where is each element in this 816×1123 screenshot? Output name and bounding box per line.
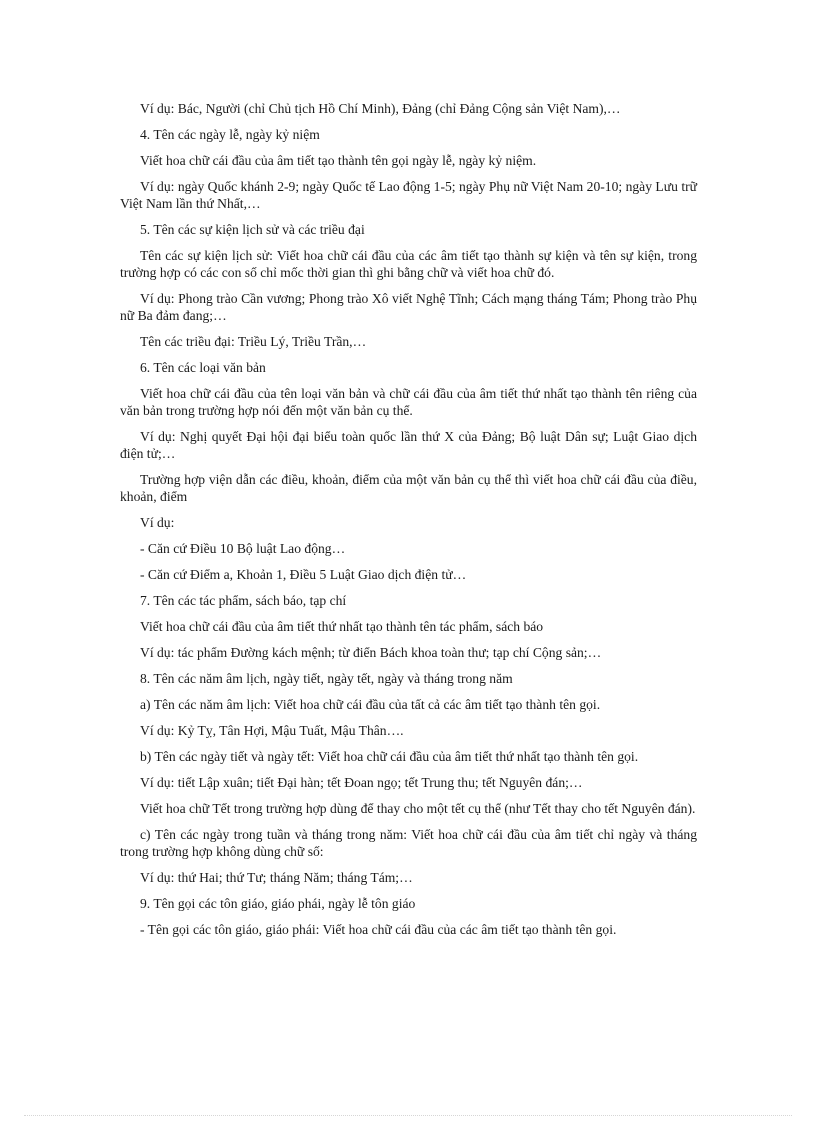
example-paragraph: Ví dụ: tiết Lập xuân; tiết Đại hàn; tết Đoan ngọ; tết Trung thu; tết Nguyên đán;… [140,775,583,790]
document-body [120,100,697,938]
example-label: Ví dụ: [140,515,175,530]
body-paragraph: Trường hợp viện dẫn các điều, khoản, điểm của một văn bản cụ thể thì viết hoa chữ cái đầu của điều, khoản, điểm [120,472,697,504]
section-heading-7: 7. Tên các tác phẩm, sách báo, tạp chí [140,593,347,608]
body-paragraph: Viết hoa chữ Tết trong trường hợp dùng để thay cho một tết cụ thể (như Tết thay cho tết Nguyên đán). [140,801,696,816]
example-paragraph: Ví dụ: thứ Hai; thứ Tư; tháng Năm; tháng Tám;… [140,870,413,885]
body-paragraph: Viết hoa chữ cái đầu của âm tiết thứ nhất tạo thành tên tác phẩm, sách báo [140,619,544,634]
example-paragraph: Ví dụ: Bác, Người (chỉ Chủ tịch Hồ Chí Minh), Đảng (chỉ Đảng Cộng sản Việt Nam),… [140,101,621,116]
page-bottom-divider [24,1115,792,1116]
section-heading-5: 5. Tên các sự kiện lịch sử và các triều đại [140,222,365,237]
body-paragraph: a) Tên các năm âm lịch: Viết hoa chữ cái đầu của tất cả các âm tiết tạo thành tên gọi. [140,697,601,712]
section-heading-8: 8. Tên các năm âm lịch, ngày tiết, ngày tết, ngày và tháng trong năm [140,671,513,686]
section-heading-6: 6. Tên các loại văn bản [140,360,266,375]
section-heading-9: 9. Tên gọi các tôn giáo, giáo phái, ngày lễ tôn giáo [140,896,416,911]
body-paragraph: Viết hoa chữ cái đầu của tên loại văn bản và chữ cái đầu của âm tiết thứ nhất tạo thành tên riêng của văn bản trong trường hợp nói đến một văn bản cụ thể. [120,386,697,418]
body-paragraph: b) Tên các ngày tiết và ngày tết: Viết hoa chữ cái đầu của âm tiết thứ nhất tạo thành tên gọi. [140,749,639,764]
body-paragraph: Viết hoa chữ cái đầu của âm tiết tạo thành tên gọi ngày lễ, ngày kỷ niệm. [140,153,537,168]
example-paragraph: Ví dụ: ngày Quốc khánh 2-9; ngày Quốc tế Lao động 1-5; ngày Phụ nữ Việt Nam 20-10; ngày Lưu trữ Việt Nam lần thứ Nhất,… [120,179,697,211]
section-heading-4: 4. Tên các ngày lễ, ngày kỷ niệm [140,127,320,142]
list-item: - Căn cứ Điểm a, Khoản 1, Điều 5 Luật Giao dịch điện tử… [140,567,467,582]
list-item: - Căn cứ Điều 10 Bộ luật Lao động… [140,541,346,556]
example-paragraph: Ví dụ: tác phẩm Đường kách mệnh; từ điển Bách khoa toàn thư; tạp chí Cộng sản;… [140,645,602,660]
example-paragraph: Ví dụ: Kỷ Tỵ, Tân Hợi, Mậu Tuất, Mậu Thân…. [140,723,404,738]
example-paragraph: Ví dụ: Nghị quyết Đại hội đại biểu toàn quốc lần thứ X của Đảng; Bộ luật Dân sự; Luật Giao dịch điện tử;… [120,429,697,461]
body-paragraph: Tên các triều đại: Triều Lý, Triều Trần,… [140,334,367,349]
list-item: - Tên gọi các tôn giáo, giáo phái: Viết hoa chữ cái đầu của các âm tiết tạo thành tên gọi. [140,922,617,937]
body-paragraph: c) Tên các ngày trong tuần và tháng trong năm: Viết hoa chữ cái đầu của âm tiết chỉ ngày và tháng trong trường hợp không dùng chữ số: [120,827,697,859]
example-paragraph: Ví dụ: Phong trào Cần vương; Phong trào Xô viết Nghệ Tĩnh; Cách mạng tháng Tám; Phong trào Phụ nữ Ba đảm đang;… [120,291,697,323]
body-paragraph: Tên các sự kiện lịch sử: Viết hoa chữ cái đầu của các âm tiết tạo thành sự kiện và tên sự kiện, trong trường hợp có các con số chỉ mốc thời gian thì ghi bằng chữ và viết hoa chữ đó. [120,248,697,280]
